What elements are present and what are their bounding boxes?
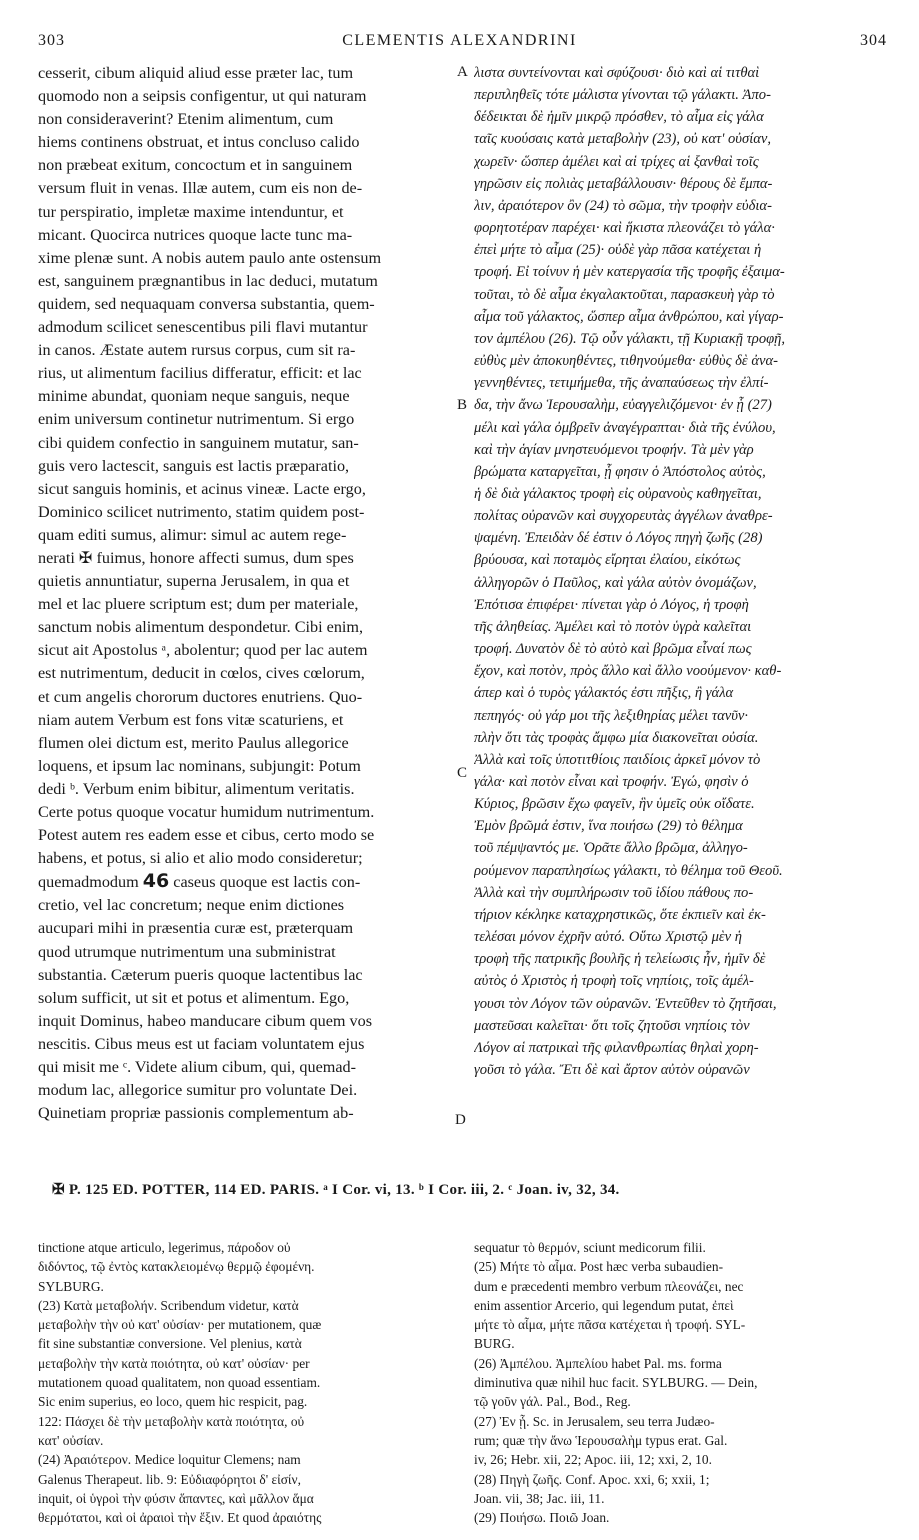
greek-text-line: φορητοτέραν παρέχει· καὶ ἥκιστα πλεονάζει τὸ γάλα· bbox=[474, 220, 775, 237]
note-line: BURG. bbox=[474, 1336, 515, 1352]
page-number-right: 304 bbox=[860, 32, 887, 49]
page-number-left: 303 bbox=[38, 32, 65, 49]
page-header bbox=[0, 32, 919, 56]
latin-text-line: est nutrimentum, deducit in cœlos, cives cœlorum, bbox=[38, 664, 365, 683]
greek-text-line: λιστα συντείνονται καὶ σφύζουσι· διὸ καὶ αἱ τιτθαὶ bbox=[474, 65, 760, 81]
greek-text-line: δα, τὴν ἄνω Ἱερουσαλὴμ, εὐαγγελιζόμενοι· ἐν ᾗ (27) bbox=[474, 397, 772, 414]
latin-text-line: non præbeat exitum, concoctum et in sanguinem bbox=[38, 156, 353, 175]
greek-text-line: άπερ καὶ ὁ τυρὸς γάλακτός ἐστι πῆξις, ἢ γάλα bbox=[474, 685, 734, 702]
note-line: diminutiva quæ nihil huc facit. SYLBURG. — Dein, bbox=[474, 1375, 758, 1391]
greek-text-line: τελέσαι μόνον ἐχρῆν αὐτό. Οὕτω Χριστῷ μὲν ἡ bbox=[474, 929, 743, 946]
note-line: (25) Μήτε τὸ αἷμα. Post hæc verba subaudien- bbox=[474, 1259, 724, 1275]
note-line: rum; quæ τὴν ἄνω Ἱερουσαλὴμ typus erat. Gal. bbox=[474, 1432, 728, 1448]
latin-text-line: quod utrumque nutrimentum una subministrat bbox=[38, 942, 336, 961]
note-line: enim assentior Arcerio, qui legendum putat, ἐπεὶ bbox=[474, 1297, 734, 1313]
note-line: fit sine substantiæ conversione. Vel plenius, κατὰ bbox=[38, 1336, 302, 1352]
latin-text-line: xime plenæ sunt. A nobis autem paulo ante ostensum bbox=[38, 248, 382, 267]
latin-text-line: non consideraverint? Etenim alimentum, cum bbox=[38, 110, 334, 129]
note-line: τῷ γοῦν γάλ. Pal., Bod., Reg. bbox=[474, 1394, 631, 1410]
greek-text-line: χωρεῖν· ὥσπερ ἀμέλει καὶ αἱ τρίχες αἱ ξανθαὶ τοῖς bbox=[474, 153, 759, 170]
latin-text-line: sicut sanguis hominis, et acinus vineæ. Lacte ergo, bbox=[38, 479, 366, 498]
latin-text-line: dedi ᵇ. Verbum enim bibitur, alimentum veritatis. bbox=[38, 779, 355, 798]
latin-text-line: cibi quidem confectio in sanguinem mutatur, san- bbox=[38, 433, 359, 452]
note-line: mutationem quoad qualitatem, non quoad essentiam. bbox=[38, 1375, 321, 1391]
latin-text-line: est, sanguinem prægnantibus in lac deduci, mutatum bbox=[38, 271, 378, 290]
latin-text-line: Certe potus quoque vocatur humidum nutrimentum. bbox=[38, 803, 375, 821]
greek-text-line: βρύουσα, καὶ ποταμὸς εἴρηται ἐλαίου, εἰκότως bbox=[474, 552, 741, 569]
note-line: dum e præcedenti membro verbum πλεονάζει, nec bbox=[474, 1278, 744, 1294]
greek-text-line: γάλα· καὶ ποτὸν εἶναι καὶ τροφήν. Ἐγώ, φησὶν ὁ bbox=[474, 774, 749, 790]
latin-text-line: quemadmodum 46 caseus quoque est lactis con- bbox=[38, 870, 361, 893]
note-line: tinctione atque articulo, legerimus, πάροδον οὐ bbox=[38, 1240, 291, 1255]
margin-letter-d: D bbox=[455, 1112, 466, 1128]
greek-text-line: Ἀλλὰ καὶ τὴν συμπλήρωσιν τοῦ ἰδίου πάθους πο- bbox=[474, 884, 754, 901]
note-line: sequatur τὸ θερμόν, sciunt medicorum filii. bbox=[474, 1240, 706, 1255]
latin-text-line: flumen olei dictum est, merito Paulus allegorice bbox=[38, 733, 349, 752]
note-line: 122: Πάσχει δὲ τὴν μεταβολὴν κατὰ ποιότητα, οὐ bbox=[38, 1413, 305, 1429]
greek-text-line: μαστεῦσαι καλεῖται· ὅτι τοῖς ζητοῦσι νηπίοις τὸν bbox=[474, 1017, 750, 1034]
greek-text-line: ψαμένη. Ἐπειδὰν δέ ἐστιν ὁ Λόγος πηγὴ ζωῆς (28) bbox=[474, 530, 763, 547]
note-line: Sic enim superius, eo loco, quem hic respicit, pag. bbox=[38, 1394, 308, 1410]
notes-right-column bbox=[474, 1238, 884, 1527]
greek-text-line: γοῦσι τὸ γάλα. Ἔτι δὲ καὶ ἄρτον αὐτὸν οὐρανῶν bbox=[474, 1062, 750, 1079]
note-line: (26) Ἀμπέλου. Ἀμπελίου habet Pal. ms. forma bbox=[474, 1355, 722, 1371]
note-line: (28) Πηγὴ ζωῆς. Conf. Apoc. xxi, 6; xxii, 1; bbox=[474, 1471, 710, 1487]
note-line: διδόντος, τῷ ἐντὸς κατακλειομένῳ θερμῷ ἐφομένη. bbox=[38, 1259, 315, 1275]
greek-text-line: ἔχον, καὶ ποτὸν, πρὸς ἄλλο καὶ ἄλλο νοούμενον· καθ- bbox=[474, 663, 782, 680]
greek-text-line: ρούμενον παραπλησίως γάλακτι, τὸ θέλημα τοῦ Θεοῦ. bbox=[474, 862, 783, 879]
greek-text-line: εὐθὺς μὲν ἀποκυηθέντες, τιθηνούμεθα· εὐθὺς δὲ ἀνα- bbox=[474, 353, 778, 370]
greek-text-line: τροφή. Δυνατὸν δὲ τὸ αὐτὸ καὶ βρῶμα εἶναί πως bbox=[474, 641, 752, 658]
greek-text-line: γουσι τὸν Λόγον τῶν οὐρανῶν. Ἐντεῦθεν τὸ ζητῆσαι, bbox=[474, 995, 777, 1012]
note-line: Galenus Therapeut. lib. 9: Εὐδιαφόρητοι δ' εἰσίν, bbox=[38, 1471, 301, 1487]
latin-text-line: et cum angelis chororum ductores enutriens. Quo- bbox=[38, 687, 363, 706]
greek-text-line: περιπληθεῖς τότε μάλιστα γίνονται τῷ γάλακτι. Ἀπο- bbox=[474, 87, 771, 104]
greek-text-line: τήριον κέκληκε καταχρηστικῶς, ὅτε ἐκπιεῖν καὶ ἐκ- bbox=[474, 906, 766, 923]
greek-text-line: ἀλληγορῶν ὁ Παῦλος, καὶ γάλα αὐτὸν ὀνομάζων, bbox=[474, 574, 757, 591]
latin-text-line: inquit Dominus, habeo manducare cibum quem vos bbox=[38, 1011, 373, 1030]
greek-text-line: καὶ τὴν ἁγίαν μνηστευόμενοι τροφήν. Τὰ μὲν γὰρ bbox=[474, 441, 754, 458]
latin-text-line: rius, ut alimentum facilius differatur, efficit: et lac bbox=[38, 364, 362, 383]
latin-text-line: in canos. Æstate autem rursus corpus, cum sit ra- bbox=[38, 341, 356, 360]
greek-text-line: τροφὴ τῆς πατρικῆς βουλῆς ἡ τελείωσις ἦν, ἡμῖν δὲ bbox=[474, 951, 766, 968]
folio-marker: 46 bbox=[142, 870, 170, 893]
latin-text-line: niam autem Verbum est fons vitæ scaturiens, et bbox=[38, 710, 344, 729]
note-line: SYLBURG. bbox=[38, 1278, 104, 1294]
latin-text-line: sicut ait Apostolus ᵃ, abolentur; quod per lac autem bbox=[38, 641, 368, 660]
running-title: CLEMENTIS ALEXANDRINI bbox=[342, 32, 577, 49]
note-line: (29) Ποιήσω. Ποιῶ Joan. bbox=[474, 1510, 610, 1526]
note-line: (27) Ἐν ᾗ. Sc. in Jerusalem, seu terra Judæo- bbox=[474, 1413, 715, 1429]
greek-text-line: αὐτὸς ὁ Χριστὸς ἡ τροφὴ τοῖς νηπίοις, τοῖς ἀμέλ- bbox=[474, 973, 754, 990]
note-line: θερμότατοι, καὶ οἱ ἀραιοὶ τὴν ἕξιν. Et quod ἀραιότης bbox=[38, 1510, 322, 1526]
latin-text-line: modum lac, allegorice sumitur pro voluntate Dei. bbox=[38, 1081, 358, 1100]
greek-text-column bbox=[474, 62, 884, 1081]
latin-text-line: hiems continens obstruat, et intus concluso calido bbox=[38, 133, 360, 152]
latin-text-line: Quinetiam propriæ passionis complementum ab- bbox=[38, 1104, 354, 1123]
notes-left-column bbox=[38, 1238, 456, 1527]
margin-letter-b: B bbox=[457, 397, 468, 413]
latin-text-line: tur perspiratio, impletæ maxime intenduntur, et bbox=[38, 202, 344, 221]
latin-text-line: nescitis. Cibus meus est ut faciam voluntatem ejus bbox=[38, 1034, 365, 1053]
latin-text-line: aucupari mihi in præsentia curæ est, præterquam bbox=[38, 919, 354, 938]
latin-text-line: quomodo non a seipsis configentur, ut qui naturam bbox=[38, 87, 367, 106]
greek-text-line: τον ἀμπέλου (26). Τῷ οὖν γάλακτι, τῇ Κυριακῇ τροφῇ, bbox=[474, 330, 786, 347]
greek-text-line: τοῦται, τὸ δὲ αἷμα ἐκγαλακτοῦται, παρασκευὴ γὰρ τὸ bbox=[474, 286, 775, 303]
greek-text-line: ταῖς κυούσαις κατὰ μεταβολὴν (23), οὐ κατ' οὐσίαν, bbox=[474, 131, 772, 148]
margin-letter-a: A bbox=[457, 64, 468, 80]
latin-text-line: guis vero lactescit, sanguis est lactis præparatio, bbox=[38, 456, 350, 475]
latin-text-line: quidem, sed nequaquam conversa substantia, quem- bbox=[38, 294, 375, 313]
greek-text-line: αἷμα τοῦ γάλακτος, ὥσπερ αἷμα ἀνθρώπου, καὶ γίγαρ- bbox=[474, 308, 784, 325]
note-line: μεταβολὴν τὴν κατὰ ποιότητα, οὐ κατ' οὐσίαν· per bbox=[38, 1355, 310, 1371]
greek-text-line: μέλι καὶ γάλα ὀμβρεῖν ἀναγέγραπται· διὰ τῆς ἐνύλου, bbox=[474, 419, 776, 436]
note-line: κατ' οὐσίαν. bbox=[38, 1432, 104, 1448]
latin-text-column bbox=[38, 62, 456, 1125]
greek-text-line: Κύριος, βρῶσιν ἔχω φαγεῖν, ἣν ὑμεῖς οὐκ οἴδατε. bbox=[474, 796, 755, 813]
latin-text-line: quam editi sumus, alimur: simul ac autem rege- bbox=[38, 525, 347, 544]
latin-text-line: loquens, et ipsum lac nominans, subjungit: Potum bbox=[38, 756, 361, 775]
latin-text-line: Potest autem res eadem esse et cibus, certo modo se bbox=[38, 826, 375, 845]
greek-text-line: Ἐμὸν βρῶμά ἐστιν, ἵνα ποιήσω (29) τὸ θέλημα bbox=[474, 818, 743, 835]
greek-text-line: γεννηθέντες, τετιμήμεθα, τῆς ἀναπαύσεως τὴν ἐλπί- bbox=[474, 375, 769, 392]
greek-text-line: βρώματα καταργεῖται, ᾗ φησιν ὁ Ἀπόστολος αὐτὸς, bbox=[474, 463, 766, 480]
latin-text-line: versum fluit in venas. Illæ autem, cum eis non de- bbox=[38, 179, 363, 198]
latin-text-line: habens, et potus, si alio et alio modo consideretur; bbox=[38, 849, 363, 868]
latin-text-line: cretio, vel lac concretum; neque enim dictiones bbox=[38, 896, 345, 915]
note-line: μήτε τὸ αἷμα, μήτε πᾶσα κατέχεται ἡ τροφή. SYL- bbox=[474, 1317, 746, 1333]
greek-text-line: Ἀλλὰ καὶ τοῖς ὑποτιτθίοις παιδίοις ἀρκεῖ μόνον τὸ bbox=[474, 751, 761, 768]
greek-text-line: δέδεικται δὲ ἡμῖν μικρῷ πρόσθεν, τὸ αἷμα εἰς γάλα bbox=[474, 109, 764, 126]
latin-text-line: admodum scilicet senescentibus pili flavi mutantur bbox=[38, 318, 368, 337]
latin-text-line: micant. Quocirca nutrices quoque lacte tunc ma- bbox=[38, 225, 353, 244]
greek-text-line: Ἐπότισα ἐπιφέρει· πίνεται γὰρ ὁ Λόγος, ἡ τροφὴ bbox=[474, 596, 749, 613]
note-line: (23) Κατὰ μεταβολήν. Scribendum videtur, κατὰ bbox=[38, 1297, 299, 1313]
greek-text-line: πλὴν ὅτι τὰς τροφὰς ἄμφω μία διακονεῖται οὐσία. bbox=[474, 729, 759, 746]
note-line: inquit, οἱ ὑγροὶ τὴν φύσιν ἅπαντες, καὶ μᾶλλον ἅμα bbox=[38, 1490, 314, 1506]
greek-text-line: γηρῶσιν εἰς πολιὰς μεταβάλλουσιν· θέρους δὲ ἔμπα- bbox=[474, 175, 773, 192]
latin-text-line: minime abundat, quoniam neque sanguis, neque bbox=[38, 387, 350, 406]
greek-text-line: τῆς ἀληθείας. Ἀμέλει καὶ τὸ ποτὸν ὑγρὰ καλεῖται bbox=[474, 618, 752, 635]
latin-text-line: sanctum nobis alimentum despondetur. Cibi enim, bbox=[38, 618, 364, 637]
note-line: Joan. vii, 38; Jac. iii, 11. bbox=[474, 1490, 605, 1506]
latin-text-line: enim universum continetur nutrimentum. Si ergo bbox=[38, 410, 355, 429]
greek-text-line: λιν, ἀραιότερον ὂν (24) τὸ σῶμα, τὴν τροφὴν εὐδια- bbox=[474, 197, 772, 214]
latin-text-line: mel et lac pluere scriptum est; dum per materiale, bbox=[38, 595, 359, 614]
latin-text-line: quietis annuntiatur, superna Jerusalem, in qua et bbox=[38, 572, 350, 591]
latin-text-line: Dominico scilicet nutrimento, statim quidem post- bbox=[38, 502, 365, 521]
margin-letter-c: C bbox=[457, 765, 468, 781]
latin-text-line: substantia. Cæterum pueris quoque lactentibus lac bbox=[38, 965, 363, 984]
latin-text-line: cesserit, cibum aliquid aliud esse præter lac, tum bbox=[38, 64, 354, 82]
greek-text-line: ἐπεὶ μήτε τὸ αἷμα (25)· οὐδὲ γὰρ πᾶσα κατέχεται ἡ bbox=[474, 242, 762, 259]
note-line: μεταβολὴν τὴν οὐ κατ' οὐσίαν· per mutationem, quæ bbox=[38, 1317, 322, 1333]
latin-text-line: nerati ✠ fuimus, honore affecti sumus, dum spes bbox=[38, 548, 354, 567]
note-line: iv, 26; Hebr. xii, 22; Apoc. iii, 12; xxi, 2, 10. bbox=[474, 1452, 712, 1468]
greek-text-line: πολίτας οὐρανῶν καὶ συγχορευτὰς ἀγγέλων ἀναθρε- bbox=[474, 508, 773, 525]
greek-text-line: τοῦ πέμψαντός με. Ὁρᾶτε ἄλλο βρῶμα, ἀλληγο- bbox=[474, 840, 748, 857]
latin-text-line: solum sufficit, ut sit et potus et alimentum. Ego, bbox=[38, 988, 350, 1007]
greek-text-line: πεπηγός· οὐ γάρ μοι τῆς λεξιθηρίας μέλει τανῦν· bbox=[474, 707, 749, 724]
note-line: (24) Ἀραιότερον. Medice loquitur Clemens; nam bbox=[38, 1452, 301, 1468]
greek-text-line: ἡ δὲ διὰ γάλακτος τροφὴ εἰς οὐρανοὺς καθηγεῖται, bbox=[474, 485, 762, 502]
footnote-reference-line: ✠ P. 125 ED. POTTER, 114 ED. PARIS. ᵃ I Cor. vi, 13. ᵇ I Cor. iii, 2. ᶜ Joan. iv, 32, 34. bbox=[52, 1182, 620, 1198]
greek-text-line: τροφή. Εἰ τοίνυν ἡ μὲν κατεργασία τῆς τροφῆς ἐξαιμα- bbox=[474, 264, 785, 281]
greek-text-line: Λόγον αἱ πατρικαὶ τῆς φιλανθρωπίας θηλαὶ χορη- bbox=[474, 1039, 759, 1056]
latin-text-line: qui misit me ᶜ. Videte alium cibum, qui, quemad- bbox=[38, 1058, 357, 1077]
